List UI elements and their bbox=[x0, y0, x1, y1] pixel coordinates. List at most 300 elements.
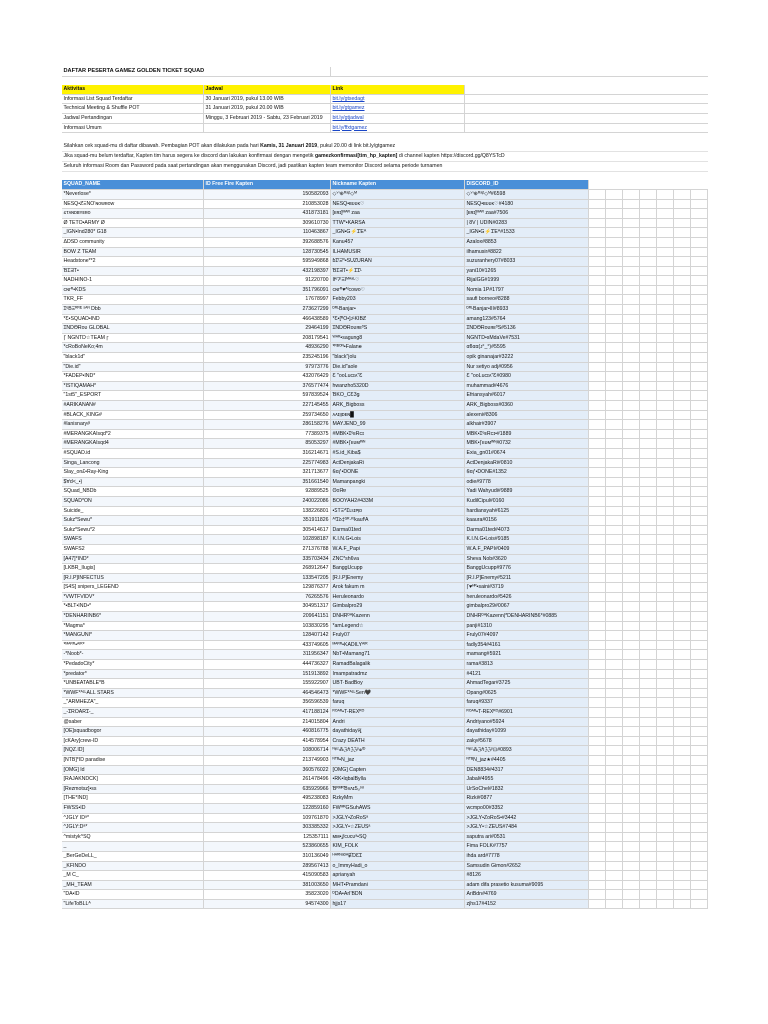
empty-cell bbox=[589, 555, 606, 564]
empty-cell bbox=[640, 622, 657, 631]
squad-name: ^mistyk^SQ bbox=[62, 833, 204, 842]
squad-name: *•BLT•IND•* bbox=[62, 602, 204, 611]
captain-nickname: ᴿᴼᴬᴿ•T-REXᴿᴼ bbox=[331, 708, 465, 717]
empty-cell bbox=[623, 353, 640, 362]
empty-cell bbox=[623, 286, 640, 295]
empty-cell bbox=[623, 228, 640, 237]
empty-cell bbox=[657, 343, 674, 352]
squad-name: ꞮᵉBΞᴿᴿᴱ ˢᴬᴺ Dbb bbox=[62, 305, 204, 314]
empty-cell bbox=[623, 545, 640, 554]
captain-nickname: Darma01ted bbox=[331, 526, 465, 535]
captain-nickname: dayathidayॡ bbox=[331, 727, 465, 736]
schedule-row bbox=[62, 95, 708, 105]
empty-cell bbox=[640, 430, 657, 439]
schedule-time bbox=[204, 124, 331, 133]
empty-cell bbox=[606, 315, 623, 324]
captain-nickname: W.A.F_Papi bbox=[331, 545, 465, 554]
discord-id: gimbalpro29#0067 bbox=[465, 602, 589, 611]
empty-cell bbox=[606, 852, 623, 861]
empty-cell bbox=[691, 631, 708, 640]
empty-cell bbox=[674, 862, 691, 871]
empty-cell bbox=[657, 267, 674, 276]
discord-id: _IGN•G⚡ꞮΈᴬ#1533 bbox=[465, 228, 589, 237]
empty-cell bbox=[606, 248, 623, 257]
empty-cell bbox=[691, 238, 708, 247]
empty-cell bbox=[623, 324, 640, 333]
captain-id: 110463867 bbox=[204, 228, 331, 237]
empty-cell bbox=[691, 785, 708, 794]
squad-name: [OE]squadbogor bbox=[62, 727, 204, 736]
schedule-activity: Informasi Umum bbox=[62, 124, 204, 133]
empty-cell bbox=[674, 583, 691, 592]
empty-cell bbox=[623, 622, 640, 631]
empty-cell bbox=[623, 564, 640, 573]
empty-cell bbox=[589, 209, 606, 218]
empty-cell bbox=[640, 833, 657, 842]
captain-nickname: ᴴᴬᴿᴺᵃᴰᴬɆƊƐꞮ bbox=[331, 852, 465, 861]
squad-name: [THE*IND] bbox=[62, 794, 204, 803]
squad-name: ꞮNDΘɌᴏᴜ GLOBAL bbox=[62, 324, 204, 333]
captain-id: 155922907 bbox=[204, 679, 331, 688]
captain-nickname: ◇ⱽⁱ⊕ᴿᵃᵝ◇ᴹ bbox=[331, 190, 465, 199]
empty-cell bbox=[691, 363, 708, 372]
empty-cell bbox=[589, 439, 606, 448]
empty-cell bbox=[623, 890, 640, 899]
discord-id: hardiansyah#6125 bbox=[465, 507, 589, 516]
discord-id: ARK_Bigboss#0360 bbox=[465, 401, 589, 410]
empty-cell bbox=[674, 823, 691, 832]
squad-name: @saber bbox=[62, 718, 204, 727]
empty-cell bbox=[640, 785, 657, 794]
discord-id: K.I.N.G•Lois#9185 bbox=[465, 535, 589, 544]
empty-cell bbox=[606, 890, 623, 899]
empty-cell bbox=[606, 727, 623, 736]
empty-cell bbox=[657, 737, 674, 746]
empty-cell bbox=[657, 324, 674, 333]
empty-cell bbox=[589, 583, 606, 592]
captain-id: 150582093 bbox=[204, 190, 331, 199]
empty-cell bbox=[640, 727, 657, 736]
squad-name: SWAFS2 bbox=[62, 545, 204, 554]
empty-cell bbox=[589, 785, 606, 794]
empty-cell bbox=[674, 564, 691, 573]
discord-id: Nomia 1P#1797 bbox=[465, 286, 589, 295]
empty-cell bbox=[691, 900, 708, 909]
empty-cell bbox=[674, 526, 691, 535]
discord-id: wcmpo00#3352 bbox=[465, 804, 589, 813]
table-row bbox=[62, 286, 708, 296]
captain-nickname: ᴺᵀᴮ•N_jaz bbox=[331, 756, 465, 765]
discord-id: ᴺᵀᴮN_jaz★#4405 bbox=[465, 756, 589, 765]
empty-cell bbox=[640, 305, 657, 314]
squad-name: Slay_on£•Ray-King bbox=[62, 468, 204, 477]
schedule-header-activity: Aktivitas bbox=[62, 85, 204, 94]
empty-cell bbox=[691, 775, 708, 784]
schedule-time: Minggu, 3 Februari 2019 - Sabtu, 23 Februari 2019 bbox=[204, 114, 331, 123]
table-row bbox=[62, 564, 708, 574]
empty-cell bbox=[606, 497, 623, 506]
empty-cell bbox=[623, 459, 640, 468]
table-row bbox=[62, 631, 708, 641]
table-row bbox=[62, 507, 708, 517]
empty-cell bbox=[640, 487, 657, 496]
table-row bbox=[62, 785, 708, 795]
squad-name: #MERANGKAIsqd*2 bbox=[62, 430, 204, 439]
note-text: Seluruh informasi Room dan Password pada saat pertandingan akan menggunakan Discord, jadi pastikan kapten team memonitor Discord selama periode turnamen bbox=[63, 162, 443, 169]
discord-id: kaaura#0156 bbox=[465, 516, 589, 525]
empty-cell bbox=[606, 334, 623, 343]
empty-cell bbox=[674, 372, 691, 381]
captain-nickname: ZNC*sh6va bbox=[331, 555, 465, 564]
empty-cell bbox=[691, 439, 708, 448]
empty-cell bbox=[640, 516, 657, 525]
squad-name: #SQUAD.id bbox=[62, 449, 204, 458]
discord-id: Nur setiyo adj#0956 bbox=[465, 363, 589, 372]
squad-name: SWAFS bbox=[62, 535, 204, 544]
empty-cell bbox=[691, 823, 708, 832]
captain-id: 225774983 bbox=[204, 459, 331, 468]
captain-id: 309610730 bbox=[204, 219, 331, 228]
empty-cell bbox=[606, 209, 623, 218]
captain-id: 268912647 bbox=[204, 564, 331, 573]
empty-cell bbox=[691, 257, 708, 266]
table-row bbox=[62, 583, 708, 593]
empty-cell bbox=[640, 343, 657, 352]
empty-cell bbox=[606, 708, 623, 717]
captain-nickname: KIM_FOLK bbox=[331, 842, 465, 851]
empty-cell bbox=[657, 631, 674, 640]
empty-cell bbox=[606, 862, 623, 871]
empty-cell bbox=[589, 516, 606, 525]
captain-id: 595949868 bbox=[204, 257, 331, 266]
empty-cell bbox=[657, 785, 674, 794]
schedule-link[interactable]: bit.ly/gtgamez bbox=[331, 104, 465, 113]
empty-cell bbox=[640, 612, 657, 621]
schedule-link[interactable]: bit.ly/ffxtgamez bbox=[331, 124, 465, 133]
empty-cell bbox=[674, 315, 691, 324]
empty-cell bbox=[640, 209, 657, 218]
discord-id: heruleonardo#5426 bbox=[465, 593, 589, 602]
captain-id: 466438589 bbox=[204, 315, 331, 324]
empty-cell bbox=[623, 248, 640, 257]
empty-cell bbox=[640, 775, 657, 784]
empty-cell bbox=[606, 468, 623, 477]
captain-id: 635929966 bbox=[204, 785, 331, 794]
empty-cell bbox=[623, 862, 640, 871]
spacer bbox=[62, 172, 708, 181]
empty-cell bbox=[674, 238, 691, 247]
squad-name: FWSS•ID bbox=[62, 804, 204, 813]
empty-cell bbox=[606, 612, 623, 621]
captain-id: 108006714 bbox=[204, 746, 331, 755]
empty-cell bbox=[674, 602, 691, 611]
empty-cell bbox=[691, 698, 708, 707]
table-row bbox=[62, 814, 708, 824]
empty-cell bbox=[589, 430, 606, 439]
discord-id: Fima FOLK#7757 bbox=[465, 842, 589, 851]
empty-cell bbox=[623, 526, 640, 535]
captain-nickname: UBT·BadBoy bbox=[331, 679, 465, 688]
empty-cell bbox=[589, 343, 606, 352]
squad-name: Singa_Lancong bbox=[62, 459, 204, 468]
empty-cell bbox=[691, 391, 708, 400]
empty-cell bbox=[657, 535, 674, 544]
empty-cell bbox=[674, 516, 691, 525]
empty-cell bbox=[657, 890, 674, 899]
discord-id: DNHRᴰᴬKazenn|*DENHARINB6*#0885 bbox=[465, 612, 589, 621]
captain-nickname: Imampatradmz bbox=[331, 670, 465, 679]
empty-cell bbox=[623, 612, 640, 621]
empty-cell bbox=[691, 526, 708, 535]
table-row bbox=[62, 737, 708, 747]
empty-cell bbox=[589, 679, 606, 688]
empty-cell bbox=[606, 459, 623, 468]
empty-cell bbox=[606, 372, 623, 381]
empty-cell bbox=[606, 555, 623, 564]
discord-id: suzuranhery07#8033 bbox=[465, 257, 589, 266]
empty-cell bbox=[589, 756, 606, 765]
empty-cell bbox=[691, 324, 708, 333]
table-row bbox=[62, 295, 708, 305]
discord-id: zaky#5678 bbox=[465, 737, 589, 746]
table-row bbox=[62, 794, 708, 804]
captain-nickname: Arok fakum m bbox=[331, 583, 465, 592]
captain-id: 235245196 bbox=[204, 353, 331, 362]
discord-id: #8126 bbox=[465, 871, 589, 880]
empty-cell bbox=[691, 612, 708, 621]
squad-name: _BerGeDeLL_ bbox=[62, 852, 204, 861]
empty-cell bbox=[674, 842, 691, 851]
captain-nickname: Mamanpangki bbox=[331, 478, 465, 487]
discord-id: dayathiday#1099 bbox=[465, 727, 589, 736]
empty-cell bbox=[606, 411, 623, 420]
empty-cell bbox=[674, 411, 691, 420]
empty-cell bbox=[623, 679, 640, 688]
empty-cell bbox=[606, 718, 623, 727]
table-row bbox=[62, 305, 708, 315]
empty-cell bbox=[674, 219, 691, 228]
empty-cell bbox=[606, 487, 623, 496]
captain-nickname: ƁᴿᴹᴿƁvʌɪ5ᵤ⁹⁸ bbox=[331, 785, 465, 794]
captain-nickname: ActDenjakaRi bbox=[331, 459, 465, 468]
empty-cell bbox=[691, 881, 708, 890]
captain-id: 381003650 bbox=[204, 881, 331, 890]
empty-cell bbox=[589, 459, 606, 468]
schedule-link[interactable]: bit.ly/gtjadwal bbox=[331, 114, 465, 123]
empty-cell bbox=[640, 219, 657, 228]
empty-cell bbox=[657, 238, 674, 247]
captain-nickname: Fruly07 bbox=[331, 631, 465, 640]
squad-name: [Rezmotsz]•ss bbox=[62, 785, 204, 794]
empty-cell bbox=[606, 794, 623, 803]
captain-id: 303385332 bbox=[204, 823, 331, 832]
empty-cell bbox=[640, 631, 657, 640]
empty-cell bbox=[657, 382, 674, 391]
empty-cell bbox=[691, 564, 708, 573]
empty-cell bbox=[691, 372, 708, 381]
empty-cell bbox=[606, 276, 623, 285]
empty-cell bbox=[623, 746, 640, 755]
captain-id: 597839524 bbox=[204, 391, 331, 400]
empty-cell bbox=[640, 190, 657, 199]
empty-cell bbox=[674, 353, 691, 362]
captain-nickname: faruq bbox=[331, 698, 465, 707]
empty-cell bbox=[691, 660, 708, 669]
empty-cell bbox=[691, 718, 708, 727]
empty-cell bbox=[606, 430, 623, 439]
empty-cell bbox=[691, 670, 708, 679]
empty-cell bbox=[691, 401, 708, 410]
squad-name: *FADEP•IND* bbox=[62, 372, 204, 381]
captain-nickname: ᴄɴᴦᴿ♥ᴬᴵᴄᴏᴡᴏ♡ bbox=[331, 286, 465, 295]
captain-id: 94574300 bbox=[204, 900, 331, 909]
empty-cell bbox=[674, 382, 691, 391]
empty-cell bbox=[657, 391, 674, 400]
empty-cell bbox=[640, 890, 657, 899]
schedule-row bbox=[62, 124, 708, 134]
empty-cell bbox=[674, 555, 691, 564]
empty-cell bbox=[674, 545, 691, 554]
captain-nickname: Ꞩɑƒ•DONE bbox=[331, 468, 465, 477]
empty-cell bbox=[640, 842, 657, 851]
empty-cell bbox=[589, 689, 606, 698]
empty-cell bbox=[606, 391, 623, 400]
empty-cell bbox=[589, 478, 606, 487]
empty-cell bbox=[691, 449, 708, 458]
empty-cell bbox=[606, 219, 623, 228]
discord-id: KudilCipul#0160 bbox=[465, 497, 589, 506]
empty-cell bbox=[657, 430, 674, 439]
empty-cell bbox=[623, 219, 640, 228]
discord-id: amang123#5764 bbox=[465, 315, 589, 324]
empty-cell bbox=[674, 324, 691, 333]
empty-cell bbox=[691, 295, 708, 304]
table-row bbox=[62, 670, 708, 680]
empty-cell bbox=[674, 679, 691, 688]
captain-nickname: ꞮNDΘɌᴏᴜᴙᴇᴽS bbox=[331, 324, 465, 333]
empty-cell bbox=[657, 756, 674, 765]
empty-cell bbox=[657, 315, 674, 324]
empty-cell bbox=[674, 698, 691, 707]
squad-name: *ᴹᴬᴿᴿ•ᴬᴵᴿ* bbox=[62, 641, 204, 650]
empty-cell bbox=[691, 679, 708, 688]
empty-cell bbox=[657, 516, 674, 525]
empty-cell bbox=[623, 468, 640, 477]
empty-cell bbox=[640, 507, 657, 516]
empty-cell bbox=[674, 718, 691, 727]
squad-name: SQuad_NBDb bbox=[62, 487, 204, 496]
empty-cell bbox=[657, 852, 674, 861]
empty-cell bbox=[691, 468, 708, 477]
discord-id: ActDenjakaRi#0810 bbox=[465, 459, 589, 468]
empty-cell bbox=[674, 881, 691, 890]
schedule-time: 31 Januari 2019, pukul 20.00 WIB bbox=[204, 104, 331, 113]
empty-cell bbox=[657, 881, 674, 890]
empty-cell bbox=[657, 766, 674, 775]
discord-id: Ꞅ♥ᴴᴿ•saini#3719 bbox=[465, 583, 589, 592]
empty-cell bbox=[623, 478, 640, 487]
empty-cell bbox=[623, 631, 640, 640]
table-row bbox=[62, 842, 708, 852]
table-row bbox=[62, 660, 708, 670]
schedule-header-time: Jadwal bbox=[204, 85, 331, 94]
table-row bbox=[62, 641, 708, 651]
table-row bbox=[62, 372, 708, 382]
empty-cell bbox=[606, 641, 623, 650]
empty-cell bbox=[606, 833, 623, 842]
schedule-link[interactable]: bit.ly/gtsedagt bbox=[331, 95, 465, 104]
empty-cell bbox=[691, 487, 708, 496]
empty-cell bbox=[691, 727, 708, 736]
empty-cell bbox=[640, 478, 657, 487]
empty-cell bbox=[674, 708, 691, 717]
empty-cell bbox=[589, 833, 606, 842]
discord-id: [R.I.P]Enemy#5211 bbox=[465, 574, 589, 583]
empty-cell bbox=[606, 574, 623, 583]
squad-name: Sukz*Sewu* bbox=[62, 516, 204, 525]
empty-cell bbox=[640, 334, 657, 343]
empty-cell bbox=[691, 478, 708, 487]
captain-id: 109761870 bbox=[204, 814, 331, 823]
schedule-activity: Technical Meeting & Shuffle POT bbox=[62, 104, 204, 113]
empty-cell bbox=[640, 555, 657, 564]
squad-name: "1st5"_ESPORT bbox=[62, 391, 204, 400]
captain-nickname: o_ImmyHadi_o bbox=[331, 862, 465, 871]
empty-cell bbox=[674, 775, 691, 784]
empty-cell bbox=[623, 420, 640, 429]
empty-cell bbox=[657, 468, 674, 477]
empty-cell bbox=[674, 650, 691, 659]
empty-cell bbox=[657, 200, 674, 209]
captain-id: 444736327 bbox=[204, 660, 331, 669]
empty-cell bbox=[657, 670, 674, 679]
empty-cell bbox=[606, 286, 623, 295]
empty-cell bbox=[640, 200, 657, 209]
squad-name: _KFINDO bbox=[62, 862, 204, 871]
empty-cell bbox=[589, 315, 606, 324]
empty-cell bbox=[657, 507, 674, 516]
empty-cell bbox=[640, 535, 657, 544]
empty-cell bbox=[691, 190, 708, 199]
squad-name: BOW Z TEAM bbox=[62, 248, 204, 257]
empty-cell bbox=[606, 679, 623, 688]
empty-cell bbox=[657, 900, 674, 909]
empty-cell bbox=[657, 459, 674, 468]
table-row bbox=[62, 535, 708, 545]
empty-cell bbox=[691, 602, 708, 611]
table-row bbox=[62, 420, 708, 430]
empty-cell bbox=[640, 823, 657, 832]
empty-cell bbox=[640, 257, 657, 266]
empty-cell bbox=[589, 631, 606, 640]
squad-name: ΔDSD community bbox=[62, 238, 204, 247]
empty-cell bbox=[691, 305, 708, 314]
captain-nickname: *amLegend☆ bbox=[331, 622, 465, 631]
discord-id: MBK•ꞮᵉᴇRᴄɪ•#1889 bbox=[465, 430, 589, 439]
discord-id: αϐαα(ᴊ°_°)#5595 bbox=[465, 343, 589, 352]
captain-id: 392688576 bbox=[204, 238, 331, 247]
table-row bbox=[62, 804, 708, 814]
empty-cell bbox=[589, 305, 606, 314]
empty-cell bbox=[691, 200, 708, 209]
discord-id: ᴿᴼᴬᴿ•T-REXᴿᴼ#6901 bbox=[465, 708, 589, 717]
empty-cell bbox=[674, 737, 691, 746]
table-row bbox=[62, 324, 708, 334]
captain-id: 316214671 bbox=[204, 449, 331, 458]
captain-nickname: ARK_Bigboss bbox=[331, 401, 465, 410]
note-line bbox=[62, 162, 708, 172]
discord-id: BanggUcupp#9776 bbox=[465, 564, 589, 573]
